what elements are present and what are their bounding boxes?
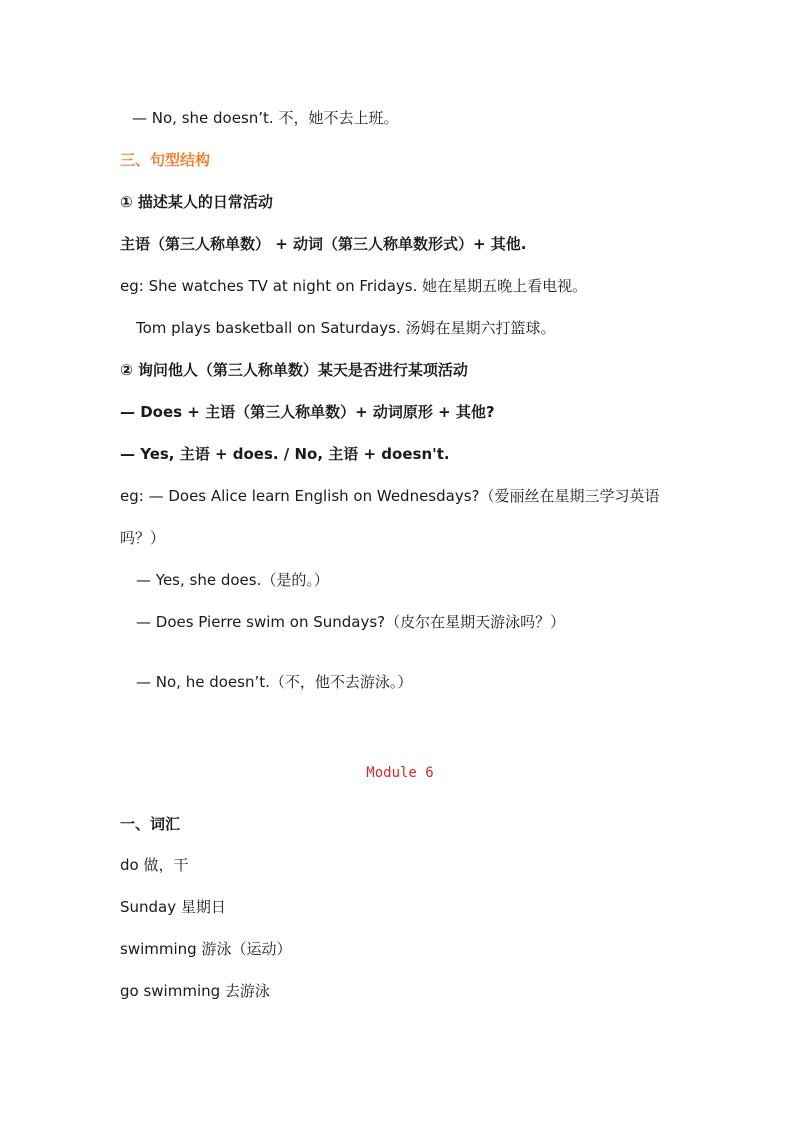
module-title: Module 6 [366, 765, 434, 781]
item2-example2: — Does Pierre swim on Sundays?（皮尔在星期天游泳吗？） [136, 613, 566, 631]
item1-example2: Tom plays basketball on Saturdays. 汤姆在星期六打篮球。 [136, 319, 556, 337]
item2-example1-line1: eg: — Does Alice learn English on Wednesdays?（爱丽丝在星期三学习英语 [120, 487, 660, 505]
vocab-heading: 一、词汇 [120, 815, 181, 833]
item1-example1: eg: She watches TV at night on Fridays. 她在星期五晚上看电视。 [120, 277, 588, 295]
item2-example2-answer: — No, he doesn’t.（不，他不去游泳。） [136, 673, 413, 691]
item2-title: ② 询问他人（第三人称单数）某天是否进行某项活动 [120, 361, 468, 379]
item1-formula: 主语（第三人称单数） + 动词（第三人称单数形式）+ 其他. [120, 235, 527, 253]
item1-title: ① 描述某人的日常活动 [120, 193, 273, 211]
vocab-item: do 做，干 [120, 856, 189, 874]
vocab-item: go swimming 去游泳 [120, 982, 270, 1000]
item2-example1-answer: — Yes, she does.（是的。） [136, 571, 329, 589]
item2-example1-line2: 吗？） [120, 529, 166, 547]
answer-no-line: — No, she doesn’t. 不，她不去上班。 [132, 109, 399, 127]
vocab-item: Sunday 星期日 [120, 898, 226, 916]
vocab-item: swimming 游泳（运动） [120, 940, 292, 958]
item2-answer-formula: — Yes, 主语 + does. / No, 主语 + doesn't. [120, 445, 450, 463]
item2-question-formula: — Does + 主语（第三人称单数）+ 动词原形 + 其他? [120, 403, 495, 421]
section-heading-sentence-structure: 三、句型结构 [120, 151, 211, 169]
